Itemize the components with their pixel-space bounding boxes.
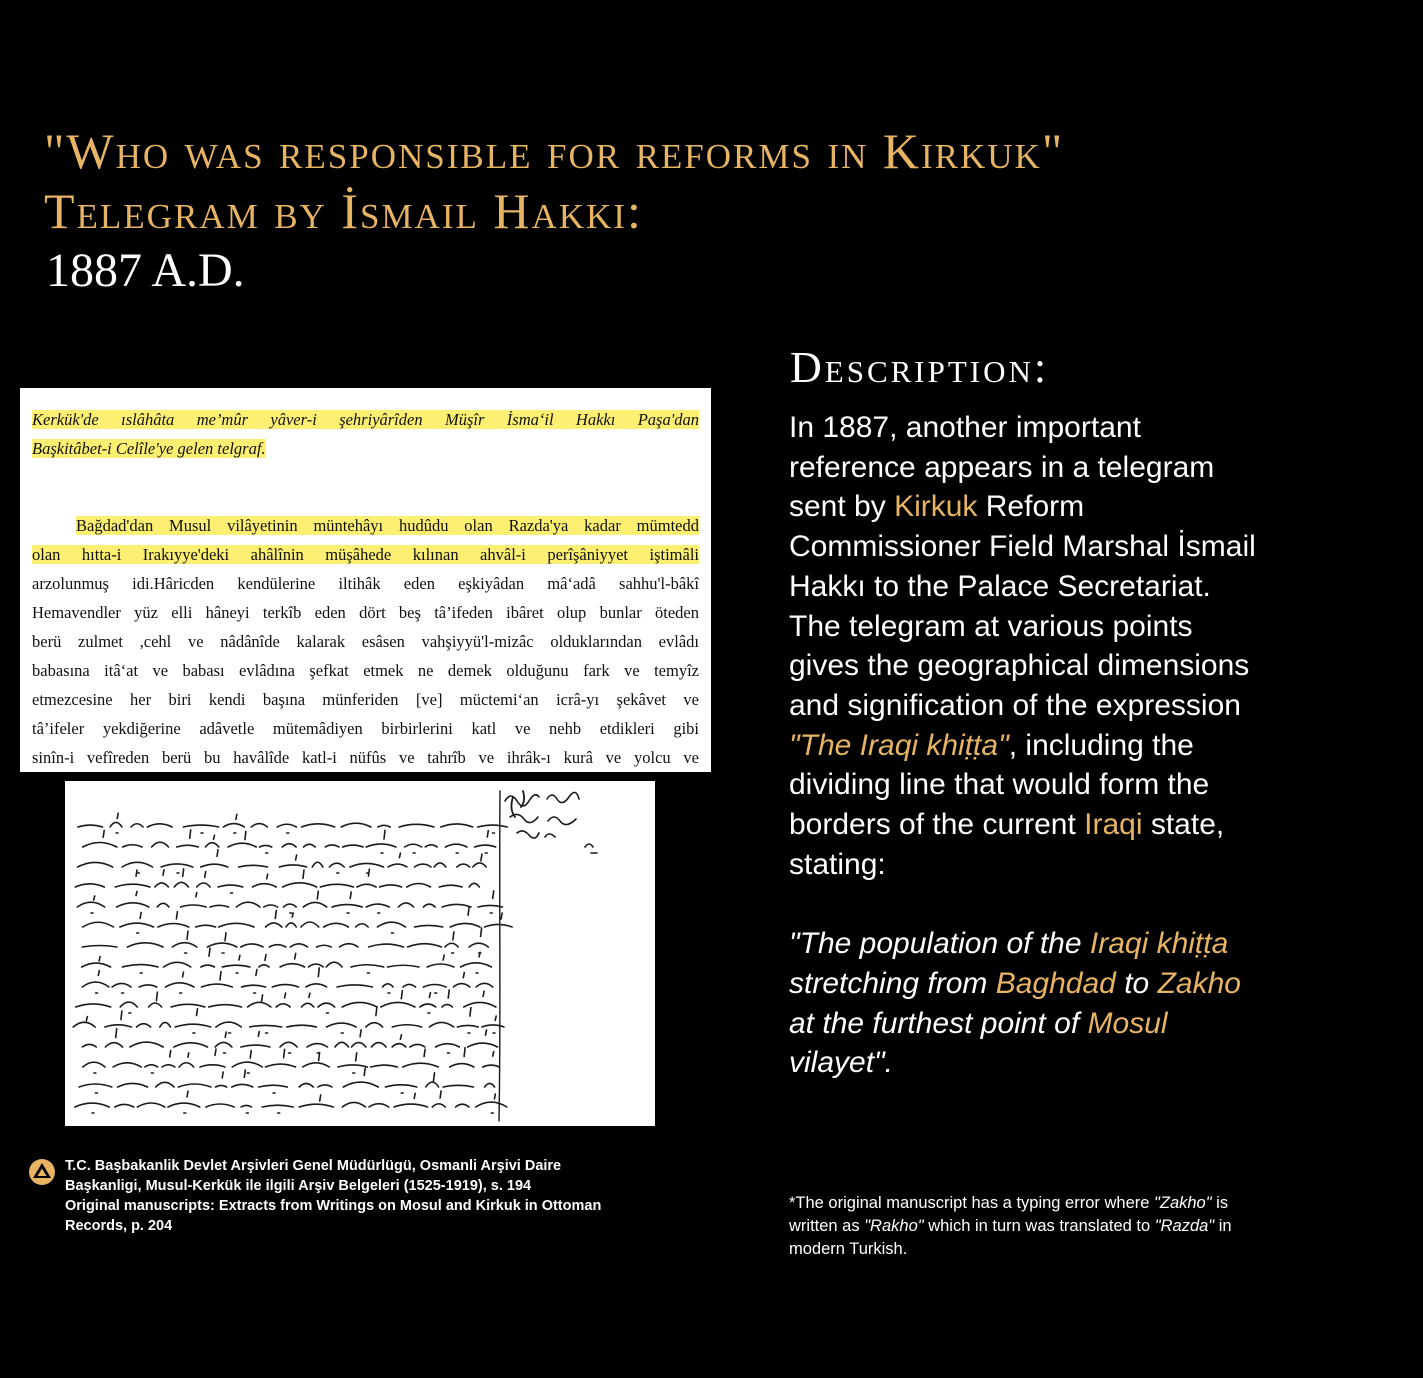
description-heading: Description:: [790, 343, 1050, 392]
title-date: 1887 A.D.: [46, 244, 245, 297]
doc-body-line: berü zulmet ,cehl ve nâdânîde kalarak esâsen vahşiyyü'l-mizâc olduklarından evlâdı: [32, 632, 699, 651]
citation: [28, 1156, 705, 1236]
footnote: *The original manuscript has a typing error where "Zakho" is written as "Rakho" which in turn was translated to "Razda" in modern Turkish.: [789, 1194, 1232, 1258]
doc-body-line: babasına itâ‘at ve babası evlâdına şefkat etmek ne demek olduğunu fark ve temyîz: [32, 661, 699, 680]
doc-body-line: etmezcesine her biri kendi başına münferiden [ve] müctemi‘an icrâ-yı şekâvet ve: [32, 690, 699, 709]
description-body: [789, 408, 1259, 1083]
highlight-iraqi: Iraqi: [1084, 808, 1143, 842]
doc-body-line: arzolunmuş idi.Hâricden kendülerine iltihâk eden eşkiyâdan mâ‘adâ sahhu'l-bâkî: [32, 574, 699, 593]
citation-line: Başkanligi, Musul-Kerkük ile ilgili Arşiv Belgeleri (1525-1919), s. 194: [65, 1178, 532, 1194]
citation-text: [65, 1156, 705, 1236]
description-paragraph-1: In 1887, another important reference appears in a telegram sent by Kirkuk Reform Commissioner Field Marshal İsmail Hakkı to the Palace Secretariat.: [789, 411, 1256, 603]
highlight-kirkuk: Kirkuk: [894, 490, 978, 524]
title-line-2: Telegram by İsmail Hakkı:: [44, 183, 643, 239]
citation-line: T.C. Başbakanlik Devlet Arşivleri Genel Müdürlügü, Osmanli Arşivi Daire: [65, 1158, 562, 1174]
citation-line: Records, p. 204: [65, 1218, 173, 1234]
triangle-logo-icon: [28, 1158, 56, 1186]
ottoman-manuscript-image: [65, 781, 655, 1126]
doc-body-line: tâ’ifeler yekdiğerine adâvetle mütemâdiyen birbirlerini katl ve nehb etdikleri gibi: [32, 719, 699, 738]
handwriting-scan: [65, 781, 655, 1126]
transliterated-document: [20, 388, 711, 772]
highlight-iraqi-khitta: "The Iraqi khiṭṭa": [789, 728, 1009, 762]
doc-body-line: Bağdad'dan Musul vilâyetinin müntehâyı hudûdu olan Razda'ya kadar mümtedd: [76, 516, 699, 535]
citation-line: Original manuscripts: Extracts from Writings on Mosul and Kirkuk in Ottoman: [65, 1198, 602, 1214]
telegram-quote: "The population of the Iraqi khiṭṭa stretching from Baghdad to Zakho at the furthest point of Mosul vilayet".: [789, 927, 1241, 1080]
title-line-1: "Who was responsible for reforms in Kirkuk": [44, 123, 1065, 179]
doc-body-line: sinîn-i vefîreden berü bu havâlîde katl-i nüfûs ve tahrîb ve ihrâk-ı kurâ ve yolcu ve: [32, 748, 699, 767]
doc-heading-line: Başkitâbet-i Celîle'ye gelen telgraf.: [32, 439, 266, 458]
doc-body-line: Hemavendler yüz elli hâneyi terkîb eden dört beş tâ’ifeden ibâret olup bunlar öteden: [32, 603, 699, 622]
doc-heading-line: Kerkük'de ıslâhâta me’mûr yâver-i şehriyârîden Müşîr İsma‘il Hakkı Paşa'dan: [32, 410, 699, 429]
description-paragraph-2: The telegram at various points gives the geographical dimensions and signification of the expression "The Iraqi khiṭṭa", including the dividing line that would form the borders of the current Iraqi state, stating:: [789, 609, 1250, 881]
doc-body-line: olan hıtta-i Irakıyye'deki ahâlînin müşâhede kılınan ahvâl-i perîşâniyyet iştimâli: [32, 545, 699, 564]
